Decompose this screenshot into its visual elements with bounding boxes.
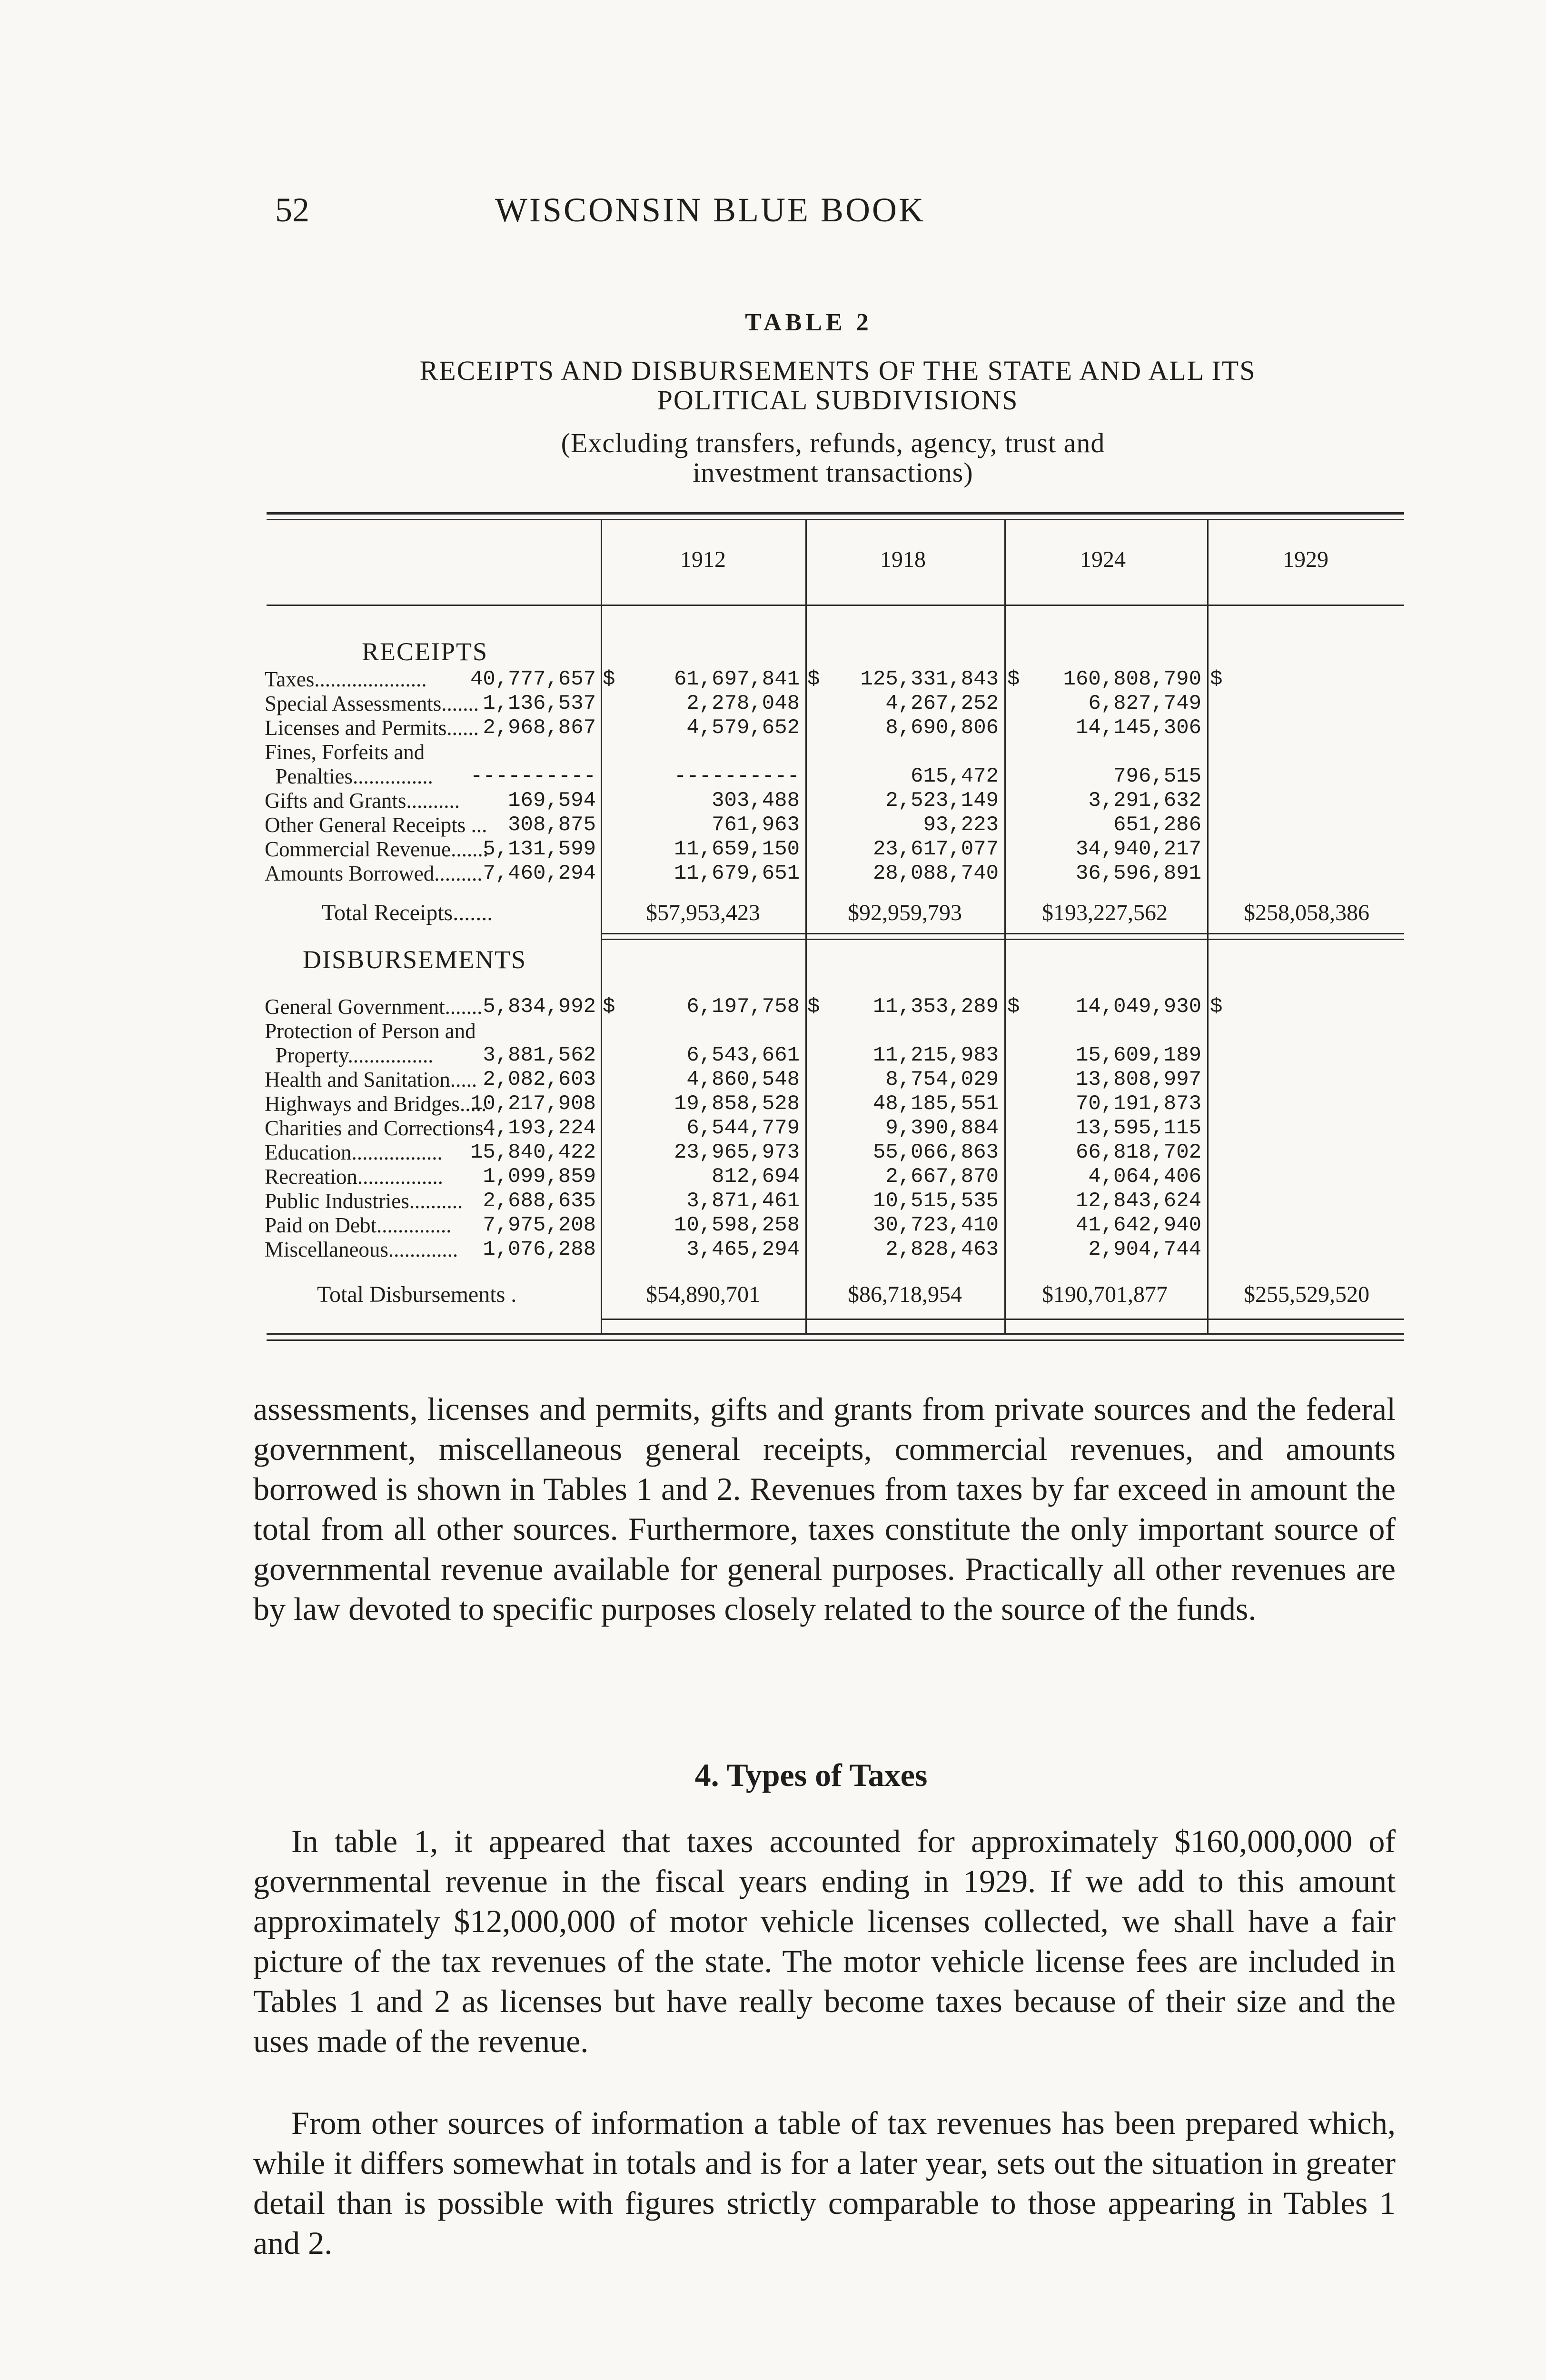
running-title: WISCONSIN BLUE BOOK — [495, 191, 925, 229]
row-label: Protection of Person and — [265, 1019, 476, 1043]
dollar-sign: $ — [603, 667, 615, 691]
row-label: Paid on Debt.............. — [265, 1213, 452, 1237]
row-value: 308,875 — [508, 813, 596, 837]
row-value: 10,217,908 — [470, 1092, 596, 1116]
table-row — [265, 1140, 1407, 1165]
table-bottom-rule — [267, 1333, 1404, 1335]
row-value: 2,278,048 — [686, 692, 800, 715]
row-value: 8,754,029 — [885, 1068, 999, 1091]
disbursements-heading: DISBURSEMENTS — [303, 945, 527, 974]
row-value: 1,076,288 — [483, 1238, 596, 1261]
row-value: 651,286 — [1113, 813, 1201, 837]
row-label: Commercial Revenue....... — [265, 837, 488, 861]
total-receipts-rule — [601, 933, 1404, 934]
row-value: 7,975,208 — [483, 1213, 596, 1237]
row-label: Fines, Forfeits and — [265, 740, 425, 764]
row-value: 796,515 — [1113, 764, 1201, 788]
row-value: 36,596,891 — [1075, 862, 1201, 885]
row-value: 5,131,599 — [483, 837, 596, 861]
table-row — [265, 1092, 1407, 1116]
total-receipts-label: Total Receipts....... — [322, 900, 493, 925]
row-value: 15,609,189 — [1075, 1043, 1201, 1067]
row-value: 10,598,258 — [674, 1213, 800, 1237]
table-row — [265, 667, 1407, 692]
total-receipts-1918: $92,959,793 — [848, 900, 962, 925]
header-rule — [267, 605, 1404, 606]
row-value: 1,099,859 — [483, 1165, 596, 1189]
table-row — [265, 789, 1407, 813]
total-disbursements-1912: $54,890,701 — [646, 1282, 760, 1307]
table-row — [265, 764, 1407, 789]
row-value: 6,544,779 — [686, 1116, 800, 1140]
row-label: Miscellaneous............. — [265, 1238, 458, 1261]
row-value: 11,215,983 — [872, 1043, 999, 1067]
receipts-heading: RECEIPTS — [362, 637, 488, 666]
row-label: Recreation................ — [265, 1165, 443, 1189]
total-receipts-1912: $57,953,423 — [646, 900, 760, 925]
row-value: 93,223 — [923, 813, 999, 837]
row-value: 4,064,406 — [1088, 1165, 1201, 1189]
total-receipts-1929: $258,058,386 — [1244, 900, 1369, 925]
row-value: 41,642,940 — [1075, 1213, 1201, 1237]
table-note-line: (Excluding transfers, refunds, agency, trust and — [561, 427, 1105, 458]
total-disbursements-label: Total Disbursements . — [317, 1282, 517, 1307]
row-value: 303,488 — [712, 789, 800, 813]
row-value: 48,185,551 — [872, 1092, 999, 1116]
row-value: 40,777,657 — [470, 667, 596, 691]
dollar-sign: $ — [807, 995, 820, 1019]
table-row — [265, 862, 1407, 886]
dollar-sign: $ — [1210, 667, 1223, 691]
row-value: 1,136,537 — [483, 692, 596, 715]
row-label: Charities and Corrections . — [265, 1116, 495, 1140]
table-row — [265, 837, 1407, 862]
row-value: 6,197,758 — [686, 995, 800, 1019]
row-value: 7,460,294 — [483, 862, 596, 885]
table-row — [265, 716, 1407, 740]
dollar-sign: $ — [1007, 667, 1020, 691]
row-value: 9,390,884 — [885, 1116, 999, 1140]
row-value: 4,193,224 — [483, 1116, 596, 1140]
row-value: 34,940,217 — [1075, 837, 1201, 861]
row-value: 3,465,294 — [686, 1238, 800, 1261]
year-header-1918: 1918 — [880, 547, 926, 572]
row-value: 28,088,740 — [872, 862, 999, 885]
row-label: Public Industries.......... — [265, 1189, 463, 1213]
row-label: Amounts Borrowed......... — [265, 862, 483, 885]
paragraph-other-sources: From other sources of information a table of tax revenues has been prepared which, while it differs somewhat in totals and is for a later year, sets out the situation in greater detail than is possible with figures strictly comparable to those appearing in Tables 1 and 2. — [253, 2105, 1396, 2261]
row-value: 125,331,843 — [860, 667, 999, 691]
table-row — [265, 995, 1407, 1019]
table-row — [265, 1043, 1407, 1068]
row-label: Other General Receipts ... — [265, 813, 487, 837]
row-value: 4,267,252 — [885, 692, 999, 715]
row-value: 6,543,661 — [686, 1043, 800, 1067]
row-value: 6,827,749 — [1088, 692, 1201, 715]
table-row — [265, 692, 1407, 716]
row-label: Special Assessments....... — [265, 692, 479, 715]
row-value: 13,595,115 — [1075, 1116, 1201, 1140]
row-value: 5,834,992 — [483, 995, 596, 1019]
row-label: Highways and Bridges..... — [265, 1092, 487, 1116]
table-note — [428, 428, 1238, 487]
paragraph-continuation: assessments, licenses and permits, gifts and grants from private sources and the federal government, miscellaneous general receipts, commercial revenues, and amounts borrowed is shown in Tables 1 and 2. Revenues from taxes by far exceed in amount the total from all other sources. Furthermore, taxes constitute the only important source of governmental revenue available for general purposes. Practically all other revenues are by law devoted to specific purposes closely related to the source of the funds. — [253, 1391, 1396, 1627]
row-value: 55,066,863 — [872, 1140, 999, 1164]
row-value: ---------- — [470, 764, 596, 788]
row-value: 13,808,997 — [1075, 1068, 1201, 1091]
row-label: Property................ — [265, 1043, 434, 1067]
row-value: 23,617,077 — [872, 837, 999, 861]
row-value: 10,515,535 — [872, 1189, 999, 1213]
table-row — [265, 1165, 1407, 1189]
table-row — [265, 1019, 1407, 1043]
row-label: Licenses and Permits...... — [265, 716, 479, 740]
table-label: TABLE 2 — [745, 309, 872, 336]
row-value: 14,049,930 — [1075, 995, 1201, 1019]
row-value: 8,690,806 — [885, 716, 999, 740]
dollar-sign: $ — [1210, 995, 1223, 1019]
table-row — [265, 1116, 1407, 1140]
total-receipts-row — [265, 899, 1407, 927]
paragraph-types-of-taxes: In table 1, it appeared that taxes accounted for approximately $160,000,000 of governmental revenue in the fiscal years ending in 1929. If we add to this amount approximately $12,000,000 of motor vehicle licenses collected, we shall have a fair picture of the tax revenues of the state. The motor vehicle license fees are included in Tables 1 and 2 as licenses but have really become taxes because of their size and the uses made of the revenue. — [253, 1823, 1396, 2059]
row-value: 2,968,867 — [483, 716, 596, 740]
row-label: Gifts and Grants.......... — [265, 789, 460, 813]
row-value: 3,291,632 — [1088, 789, 1201, 813]
row-value: 2,082,603 — [483, 1068, 596, 1091]
dollar-sign: $ — [1007, 995, 1020, 1019]
row-value: 66,818,702 — [1075, 1140, 1201, 1164]
row-value: 2,828,463 — [885, 1238, 999, 1261]
dollar-sign: $ — [603, 995, 615, 1019]
table-row — [265, 1189, 1407, 1213]
row-value: 70,191,873 — [1075, 1092, 1201, 1116]
total-disb-rule — [601, 1319, 1404, 1320]
table-note-line: investment transactions) — [693, 457, 973, 488]
total-receipts-rule — [601, 939, 1404, 940]
row-label: Penalties............... — [265, 764, 433, 788]
row-value: 3,871,461 — [686, 1189, 800, 1213]
page-number: 52 — [275, 191, 309, 229]
row-value: 23,965,973 — [674, 1140, 800, 1164]
dollar-sign: $ — [807, 667, 820, 691]
year-header-1929: 1929 — [1283, 547, 1328, 572]
total-disbursements-1918: $86,718,954 — [848, 1282, 962, 1307]
row-value: 160,808,790 — [1063, 667, 1201, 691]
row-value: 4,579,652 — [686, 716, 800, 740]
table-row — [265, 740, 1407, 764]
row-value: 61,697,841 — [674, 667, 800, 691]
row-value: 11,353,289 — [872, 995, 999, 1019]
row-value: 2,523,149 — [885, 789, 999, 813]
row-value: 19,858,528 — [674, 1092, 800, 1116]
row-value: 2,904,744 — [1088, 1238, 1201, 1261]
total-receipts-1924: $193,227,562 — [1042, 900, 1168, 925]
row-value: 11,659,150 — [674, 837, 800, 861]
row-value: 812,694 — [712, 1165, 800, 1189]
row-label: Taxes..................... — [265, 667, 427, 691]
total-disbursements-row — [265, 1280, 1407, 1309]
table-bottom-rule — [267, 1339, 1404, 1341]
table-row — [265, 813, 1407, 837]
row-value: ---------- — [674, 764, 800, 788]
total-disbursements-1929: $255,529,520 — [1244, 1282, 1369, 1307]
year-header-1924: 1924 — [1080, 547, 1126, 572]
row-label: Education................. — [265, 1140, 443, 1164]
row-value: 3,881,562 — [483, 1043, 596, 1067]
table-title — [286, 356, 1390, 415]
row-label: Health and Sanitation..... — [265, 1068, 477, 1091]
total-disbursements-1924: $190,701,877 — [1042, 1282, 1168, 1307]
row-value: 169,594 — [508, 789, 596, 813]
row-value: 30,723,410 — [872, 1213, 999, 1237]
table-title-line: RECEIPTS AND DISBURSEMENTS OF THE STATE AND ALL ITS — [419, 355, 1256, 386]
row-value: 2,688,635 — [483, 1189, 596, 1213]
row-value: 615,472 — [911, 764, 999, 788]
row-label: General Government....... — [265, 995, 483, 1019]
table-row — [265, 1213, 1407, 1238]
row-value: 15,840,422 — [470, 1140, 596, 1164]
table-top-rule — [267, 512, 1404, 515]
row-value: 11,679,651 — [674, 862, 800, 885]
year-header-1912: 1912 — [680, 547, 726, 572]
table-row — [265, 1068, 1407, 1092]
section-heading: 4. Types of Taxes — [694, 1757, 928, 1793]
row-value: 2,667,870 — [885, 1165, 999, 1189]
table-title-line: POLITICAL SUBDIVISIONS — [657, 385, 1019, 416]
row-value: 14,145,306 — [1075, 716, 1201, 740]
table-top-rule — [267, 519, 1404, 520]
row-value: 761,963 — [712, 813, 800, 837]
row-value: 4,860,548 — [686, 1068, 800, 1091]
row-value: 12,843,624 — [1075, 1189, 1201, 1213]
table-row — [265, 1238, 1407, 1262]
